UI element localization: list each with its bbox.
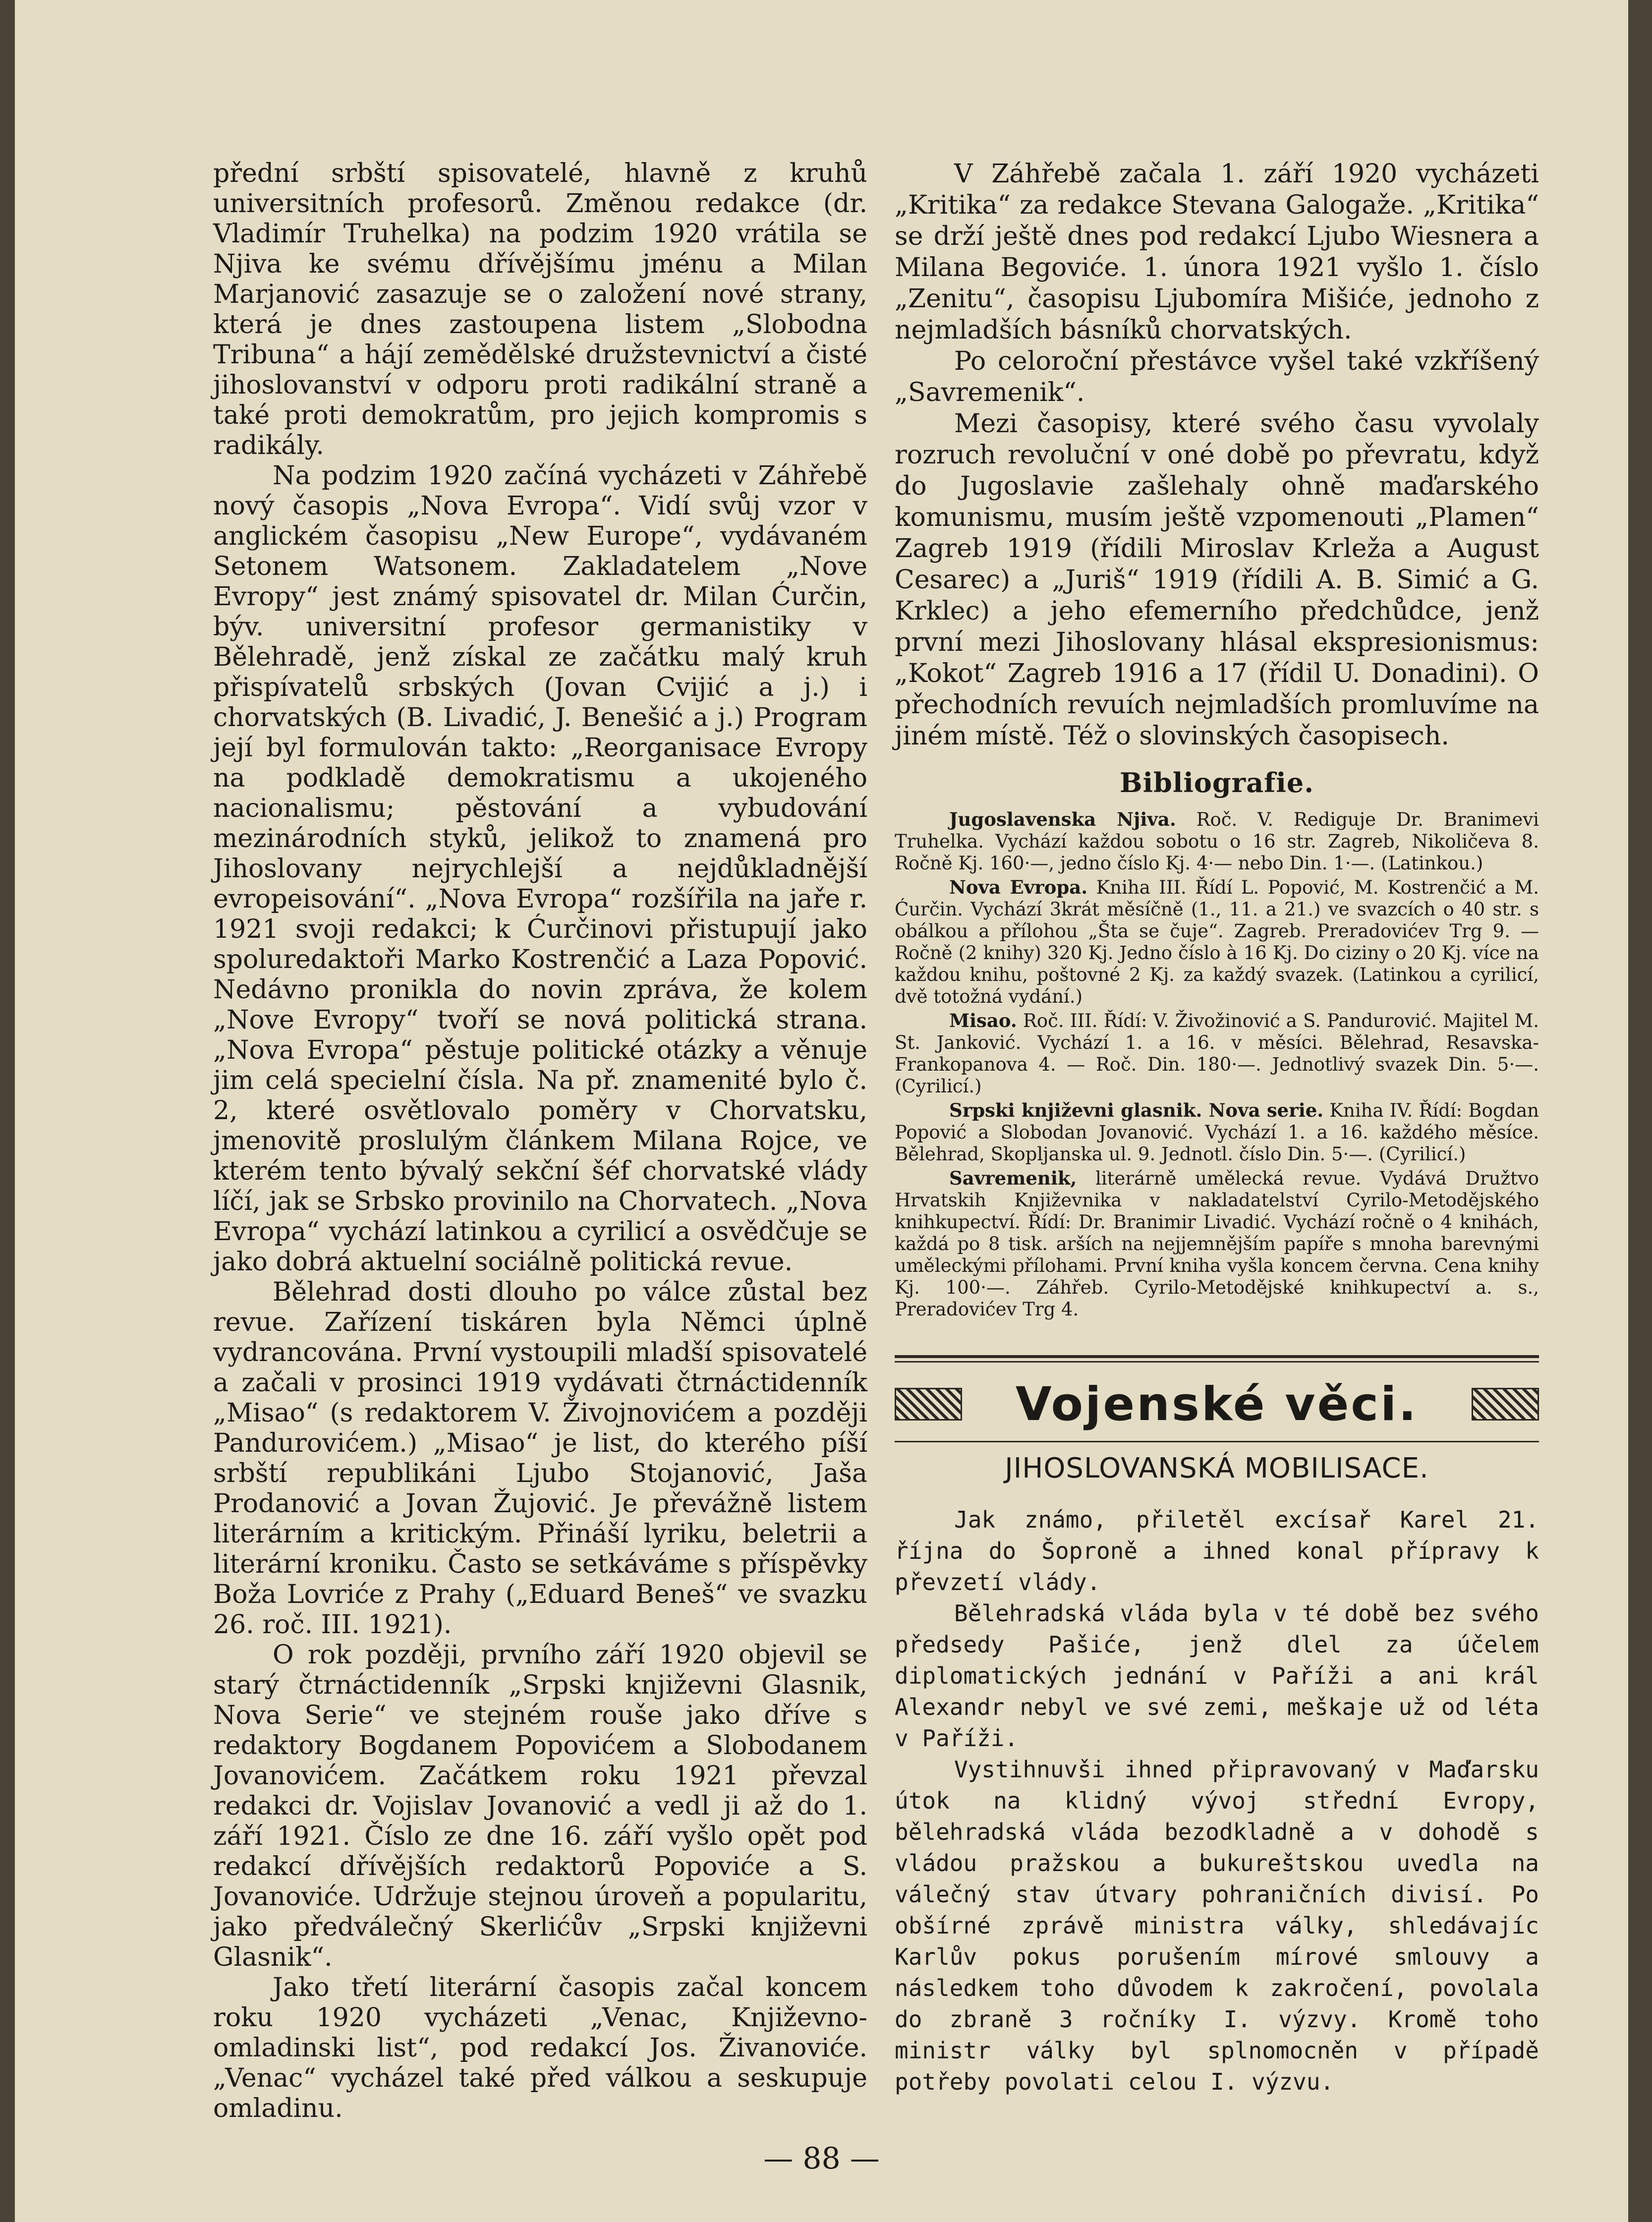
- left-paragraph: Bělehrad dosti dlouho po válce zůstal bez revue. Zařízení tiskáren byla Němci úplně vydrancována. První vystoupili mladší spisovatelé a začali v prosinci 1919 vydávati čtrnáctidenník „Misao“ (s redaktorem V. Živojnovićem a později Pandurovićem.) „Misao“ je list, do kterého píší srbští republikáni Ljubo Stojanović, Jaša Prodanović a Jovan Žujović. Je převážně listem literárním a kritickým. Přináší lyriku, beletrii a literární kroniku. Často se setkáváme s příspěvky Boža Lovriće z Prahy („Eduard Beneš“ ve svazku 26. roč. III. 1921).: [213, 1277, 867, 1640]
- bibliography-entry-text: literárně umělecká revue. Vydává Družtvo Hrvatskih Književnika v nakladatelství Cyrilo-Metodějského knihkupectví. Řídí: Dr. Branimir Livadić. Vychází ročně o 4 knihách, každá po 8 tisk. arších na nejjemnějším papíře s mnoha barevnými uměleckými přílohami. První kniha vyšla koncem června. Cena knihy Kj. 100·—. Záhřeb. Cyrilo-Metodějské knihkupectví a. s., Preradovićev Trg 4.: [895, 1168, 1539, 1320]
- section-rule-top: [895, 1355, 1539, 1358]
- bibliography-entry: [895, 1099, 1539, 1165]
- left-paragraph: přední srbští spisovatelé, hlavně z kruhů universitních profesorů. Změnou redakce (dr. Vladimír Truhelka) na podzim 1920 vrátila se Njiva ke svému dřívějšímu jménu a Milan Marjanović zasazuje se o založení nové strany, která je dnes zastoupena listem „Slobodna Tribuna“ a hájí zemědělské družstevnictví a čisté jihoslovanství v odporu proti radikální straně a také proti demokratům, pro jejich kompromis s radikály.: [213, 159, 867, 460]
- bibliography-entry-name: Nova Evropa.: [949, 876, 1088, 898]
- right-column: [895, 159, 1539, 2098]
- bibliography-entry-text: Kniha IV. Řídí: Bogdan Popović a Slobodan Jovanović. Vychází 1. a 16. každého měsíce. Bělehrad, Skopljanska ul. 9. Jednotl. číslo Din. 5·—. (Cyrilicí.): [895, 1100, 1539, 1165]
- bibliography-entry-name: Jugoslavenska Njiva.: [949, 808, 1176, 830]
- right-paragraph: V Záhřebě začala 1. září 1920 vycházeti „Kritika“ za redakce Stevana Galogaže. „Kritika“ se drží ještě dnes pod redakcí Ljubo Wiesnera a Milana Begoviće. 1. února 1921 vyšlo 1. číslo „Zenitu“, časopisu Ljubomíra Mišiće, jednoho z nejmladších básníků chorvatských.: [895, 159, 1539, 345]
- article-paragraph: Bělehradská vláda byla v té době bez svého předsedy Pašiće, jenž dlel za účelem diplomatických jednání v Paříži a ani král Alexandr nebyl ve své zemi, meškaje už od léta v Paříži.: [895, 1600, 1539, 1752]
- bibliography-entry: [895, 808, 1539, 874]
- left-paragraph: Jako třetí literární časopis začal koncem roku 1920 vycházeti „Venac, Književno-omladinski list“, pod redakcí Jos. Živanoviće. „Venac“ vycházel také před válkou a seskupuje omladinu.: [213, 1973, 867, 2123]
- section-rule-thin: [895, 1361, 1539, 1363]
- bibliography-entry: [895, 1167, 1539, 1320]
- section-rule-bottom: [895, 1441, 1539, 1442]
- bibliography-entry-text: Roč. III. Řídí: V. Živožinović a S. Pandurović. Majitel M. St. Janković. Vychází 1. a 16. v měsíci. Bělehrad, Resavska-Frankopanova 4. — Roč. Din. 180·—. Jednotlivý svazek Din. 5·—. (Cyrilicí.): [895, 1010, 1539, 1097]
- article-paragraph: Vystihnuvši ihned připravovaný v Maďarsku útok na klidný vývoj střední Evropy, bělehradská vláda bezodkladně a v dohodě s vládou pražskou a bukureštskou uvedla na válečný stav útvary pohraničních divisí. Po obšírné zprávě ministra války, shledávajíc Karlův pokus porušením mírové smlouvy a následkem toho důvodem k zakročení, povolala do zbraně 3 ročníky I. výzvy. Kromě toho ministr války byl splnomocněn v případě potřeby povolati celou I. výzvu.: [895, 1756, 1539, 2095]
- bibliography-entry-text: Roč. V. Rediguje Dr. Branimevi Truhelka. Vychází každou sobotu o 16 str. Zagreb, Nikoličeva 8. Ročně Kj. 160·—, jedno číslo Kj. 4·— nebo Din. 1·—. (Latinkou.): [895, 809, 1539, 874]
- bibliography-entry: [895, 876, 1539, 1008]
- left-paragraph: O rok později, prvního září 1920 objevil se starý čtrnáctidenník „Srpski književni Glasnik, Nova Serie“ ve stejném rouše jako dříve s redaktory Bogdanem Popovićem a Slobodanem Jovanovićem. Začátkem roku 1921 převzal redakci dr. Vojislav Jovanović a vedl ji až do 1. září 1921. Číslo ze dne 16. září vyšlo opět pod redakcí dřívějších redaktorů Popoviće a S. Jovanoviće. Udržuje stejnou úroveň a popularitu, jako předválečný Skerlićův „Srpski književni Glasnik“.: [213, 1640, 867, 1972]
- bibliography-entry-name: Misao.: [949, 1010, 1017, 1031]
- section-banner: [895, 1374, 1539, 1434]
- right-paragraph: Po celoroční přestávce vyšel také vzkříšený „Savremenik“.: [895, 346, 1539, 407]
- left-paragraph: Na podzim 1920 začíná vycházeti v Záhřebě nový časopis „Nova Evropa“. Vidí svůj vzor v anglickém časopisu „New Europe“, vydávaném Setonem Watsonem. Zakladatelem „Nove Evropy“ jest známý spisovatel dr. Milan Ćurčin, býv. universitní profesor germanistiky v Bělehradě, jenž získal ze začátku malý kruh přispívatelů srbských (Jovan Cvijić a j.) i chorvatských (B. Livadić, J. Benešić a j.) Program její byl formulován takto: „Reorganisace Evropy na podkladě demokratismu a ukojeného nacionalismu; pěstování a vybudování mezinárodních styků, jelikož to znamená pro Jihoslovany nejrychlejší a nejdůkladnější evropeisování“. „Nova Evropa“ rozšířila na jaře r. 1921 svoji redakci; k Ćurčinovi přistupují jako spoluredaktoři Marko Kostrenčić a Laza Popović. Nedávno pronikla do novin zpráva, že kolem „Nove Evropy“ tvoří se nová politická strana. „Nova Evropa“ pěstuje politické otázky a věnuje jim celá specielní čísla. Na př. znamenité bylo č. 2, které osvětlovalo poměry v Chorvatsku, jmenovitě proslulým článkem Milana Rojce, ve kterém tento bývalý sekční šéf chorvatské vlády líčí, jak se Srbsko provinilo na Chorvatech. „Nova Evropa“ vychází latinkou a cyrilicí a osvědčuje se jako dobrá aktuelní sociálně politická revue.: [213, 461, 867, 1277]
- article-paragraph: Jak známo, přiletěl excísař Karel 21. října do Šoproně a ihned konal přípravy k převzetí vlády.: [895, 1506, 1539, 1595]
- page: [15, 0, 1628, 2222]
- section-banner-title: Vojenské věci.: [1015, 1377, 1419, 1431]
- page-number: — 88 —: [763, 2141, 880, 2176]
- bibliography-entry-name: Savremenik,: [949, 1167, 1077, 1189]
- right-paragraph: Mezi časopisy, které svého času vyvolaly rozruch revoluční v oné době po převratu, když do Jugoslavie zašlehaly ohně maďarského komunismu, musím ještě vzpomenouti „Plamen“ Zagreb 1919 (řídili Miroslav Krleža a August Cesarec) a „Juriš“ 1919 (řídili A. B. Simić a G. Krklec) a jeho efemerního předchůdce, jenž první mezi Jihoslovany hlásal ekspresionismus: „Kokot“ Zagreb 1916 a 17 (řídil U. Donadini). O přechodních revuích nejmladších promluvíme na jiném místě. Též o slovinských časopisech.: [895, 409, 1539, 751]
- ornament-right-icon: [1472, 1388, 1539, 1421]
- bibliography-title: Bibliografie.: [1119, 767, 1314, 798]
- left-column: [213, 159, 867, 2124]
- bibliography-entry-text: Kniha III. Řídí L. Popović, M. Kostrenčić a M. Ćurčin. Vychází 3krát měsíčně (1., 11. a 21.) ve svazcích o 40 str. s obálkou a přílohou „Šta se čuje“. Zagreb. Preradovićev Trg 9. — Ročně (2 knihy) 320 Kj. Jedno číslo à 16 Kj. Do ciziny o 20 Kj. více na každou knihu, poštovné 2 Kj. za každý svazek. (Latinkou a cyrilicí, dvě totožná vydání.): [895, 877, 1539, 1007]
- article-title: JIHOSLOVANSKÁ MOBILISACE.: [1005, 1452, 1429, 1484]
- bibliography-entry: [895, 1010, 1539, 1097]
- ornament-left-icon: [895, 1388, 962, 1421]
- bibliography-entry-name: Srpski književni glasnik. Nova serie.: [949, 1099, 1324, 1121]
